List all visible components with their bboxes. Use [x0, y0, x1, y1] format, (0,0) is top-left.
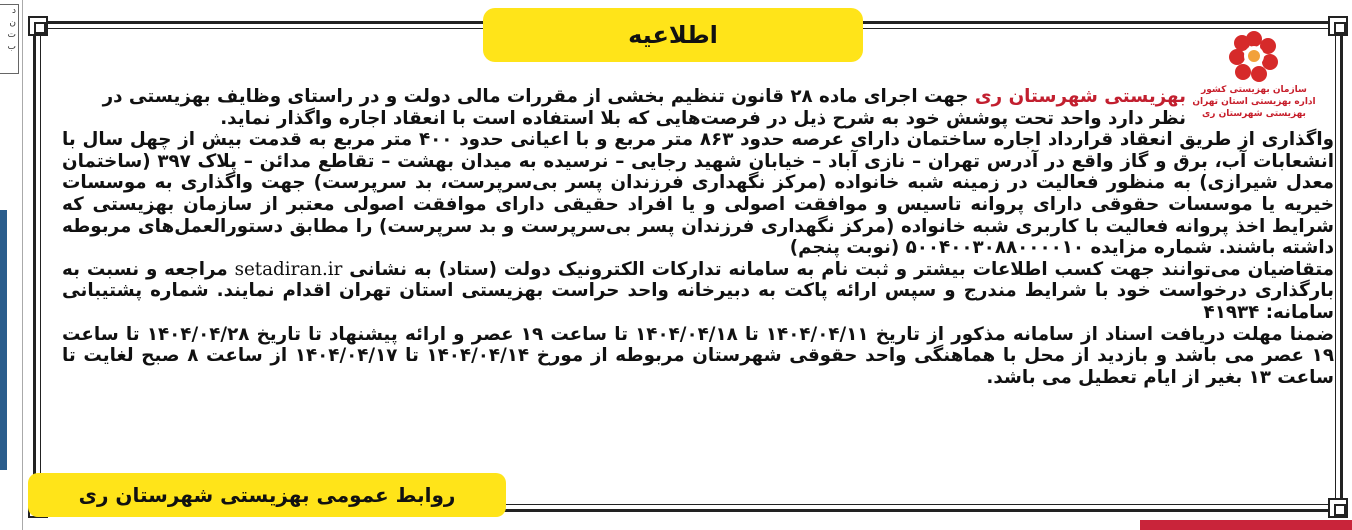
corner-ornament [28, 16, 48, 36]
registration-text: متقاضیان می‌توانند جهت کسب اطلاعات بیشتر و ثبت نام به سامانه تدارکات الکترونیک دولت (ستاد) به نشانی [342, 258, 1335, 280]
bottom-accent-strip [1140, 520, 1352, 530]
edge-fragment: د [11, 6, 16, 16]
deadline-paragraph: ضمنا مهلت دریافت اسناد از سامانه مذکور از تاریخ ۱۴۰۴/۰۴/۱۱ تا ۱۴۰۴/۰۴/۱۸ تا ساعت ۱۹ عصر و ارائه پیشنهاد تا تاریخ ۱۴۰۴/۰۴/۲۸ تا ساعت ۱۹ عصر می باشد و بازدید از محل با هماهنگی واحد حقوقی شهرستان مربوطه از مورخ ۱۴۰۴/۰۴/۱۴ تا ۱۴۰۴/۰۴/۱۷ از ساعت ۸ صبح لغایت تا ساعت ۱۳ بغیر از ایام تعطیل می باشد. [62, 323, 1334, 388]
registration-text-end: مراجعه و نسبت به بارگذاری درخواست خود با شرایط مندرج و سپس ارائه پاکت به دبیرخانه واحد حراست بهزیستی استان تهران اقدام نمایند. شماره پشتیبانی سامانه: ۴۱۹۳۴ [62, 258, 1334, 323]
logo-text-line: اداره بهزیستی استان تهران [1192, 97, 1316, 107]
public-relations-footer: روابط عمومی بهزیستی شهرستان ری [28, 473, 506, 517]
organization-name: بهزیستی شهرستان ری [974, 86, 1186, 107]
lead-paragraph-line2: نظر دارد واحد تحت پوشش خود به شرح ذیل در فرصت‌هایی که بلا استفاده است با انعقاد اجاره واگذار نماید. [220, 107, 1186, 129]
edge-color-bar [0, 210, 7, 470]
edge-fragment: ن [9, 18, 16, 28]
lead-paragraph [62, 86, 1186, 108]
corner-ornament [1328, 498, 1348, 518]
left-edge-strip [0, 0, 23, 530]
corner-ornament [1328, 16, 1348, 36]
website-link[interactable]: setadiran.ir [234, 258, 343, 280]
logo-text-line: بهزیستی شهرستان ری [1202, 109, 1306, 119]
notice-title: اطلاعیه [483, 8, 863, 62]
edge-fragment: ب [7, 42, 16, 52]
registration-paragraph [62, 259, 1334, 324]
edge-fragment: ت [7, 30, 16, 40]
flower-logo-icon [1226, 28, 1282, 84]
lead-text: جهت اجرای ماده ۲۸ قانون تنظیم بخشی از مقررات مالی دولت و در راستای وظایف بهزیستی در [102, 86, 975, 107]
lease-description-paragraph: واگذاری از طریق انعقاد قرارداد اجاره ساختمان دارای عرصه حدود ۸۶۳ متر مربع و با اعیانی حدود ۴۰۰ متر مربع به قدمت بیش از چهل سال با انشعابات آب، برق و گاز واقع در آدرس تهران – نازی آباد – خیابان شهید رجایی – نرسیده به میدان بهشت – تقاطع مدائن – پلاک ۳۹۷ (ساختمان معدل شیرازی) به منظور فعالیت در زمینه شبه خانواده (مرکز نگهداری فرزندان پسر بی‌سرپرست، بد سرپرست) جهت واگذاری به موسسات خیریه یا موسسات حقوقی دارای پروانه تاسیس و موافقت اصولی و یا افراد حقیقی دارای موافقت اصولی معتبر از سازمان بهزیستی که شرایط اخذ پروانه فعالیت با کاربری شبه خانواده (مرکز نگهداری فرزندان پسر بی‌سرپرست و بد سرپرست) را مطابق دستورالعمل‌های مربوطه داشته باشند. شماره مزایده ۵۰۰۴۰۰۳۰۸۸۰۰۰۰۱۰ (نوبت پنجم) [62, 129, 1334, 259]
cropped-neighbor-box [0, 4, 19, 74]
logo-text-line: سازمان بهزیستی کشور [1201, 85, 1307, 95]
notice-body [62, 86, 1334, 388]
